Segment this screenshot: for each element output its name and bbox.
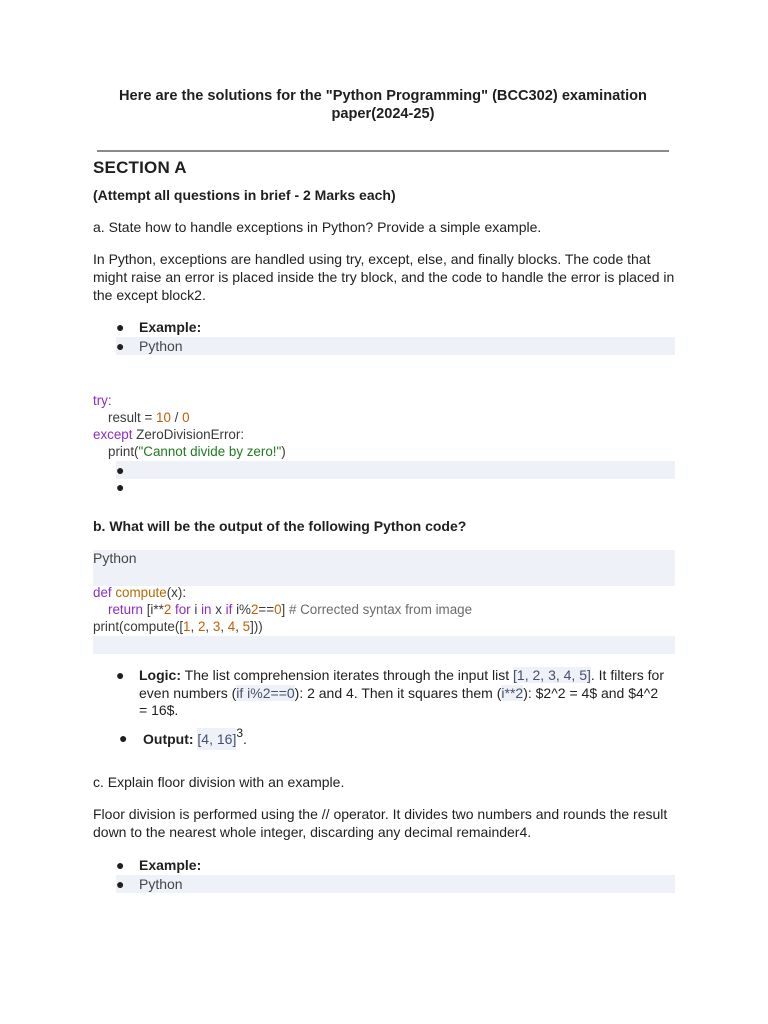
example-label: Example: — [139, 857, 202, 873]
bullet-icon: ● — [119, 730, 128, 746]
bullet-icon: ● — [116, 462, 125, 478]
list-item — [116, 461, 675, 479]
question-a: a. State how to handle exceptions in Python? Provide a simple example. — [93, 219, 542, 235]
output-line: Output: [4, 16]3. — [143, 730, 247, 749]
bullet-icon: ● — [116, 319, 125, 335]
code-language-label: Python — [139, 338, 183, 354]
output-value: [4, 16] — [197, 728, 236, 750]
bullet-icon: ● — [116, 667, 125, 683]
answer-a: In Python, exceptions are handled using try, except, else, and finally blocks. The code that might raise an error is placed inside the try block, and the code to handle the error is placed in the except block2. — [93, 251, 675, 303]
answer-c: Floor division is performed using the // operator. It divides two numbers and rounds the result down to the nearest whole integer, discarding any decimal remainder4. — [93, 806, 668, 840]
code-line: except ZeroDivisionError: — [93, 427, 245, 442]
code-line: print("Cannot divide by zero!") — [108, 444, 286, 459]
bullet-icon: ● — [116, 857, 125, 873]
code-header — [93, 550, 675, 586]
question-c: c. Explain floor division with an example. — [93, 774, 345, 790]
bullet-icon: ● — [116, 876, 125, 892]
code-line: try: — [93, 393, 112, 408]
code-line: result = 10 / 0 — [108, 410, 190, 425]
section-instruction: (Attempt all questions in brief - 2 Marks each) — [93, 187, 396, 203]
question-b: b. What will be the output of the following Python code? — [93, 518, 467, 534]
code-language-label: Python — [139, 876, 183, 892]
code-line: return [i**2 for i in x if i%2==0] # Corrected syntax from image — [108, 602, 473, 617]
code-line: def compute(x): — [93, 585, 187, 600]
horizontal-rule — [97, 150, 669, 152]
document-title: Here are the solutions for the "Python Programming" (BCC302) examination paper(2024-25) — [119, 88, 647, 122]
section-heading: SECTION A — [93, 158, 187, 177]
bullet-icon: ● — [116, 338, 125, 354]
code-language-label: Python — [93, 550, 137, 566]
code-line: print(compute([1, 2, 3, 4, 5])) — [93, 619, 263, 634]
list-item — [116, 318, 675, 336]
list-item — [116, 856, 675, 874]
list-item — [116, 875, 675, 893]
footnote-ref: 3 — [236, 726, 244, 740]
logic-explanation: Logic: The list comprehension iterates through the input list [1, 2, 3, 4, 5]. It filters for even numbers (if i%2==0): 2 and 4. Then it squares them (i**2): $2^2 = 4$ and $4^2 = 16$. — [139, 667, 664, 718]
bullet-icon: ● — [116, 479, 125, 495]
code-footer — [93, 636, 675, 654]
list-item — [116, 337, 675, 355]
example-label: Example: — [139, 319, 202, 335]
list-item — [116, 478, 675, 496]
